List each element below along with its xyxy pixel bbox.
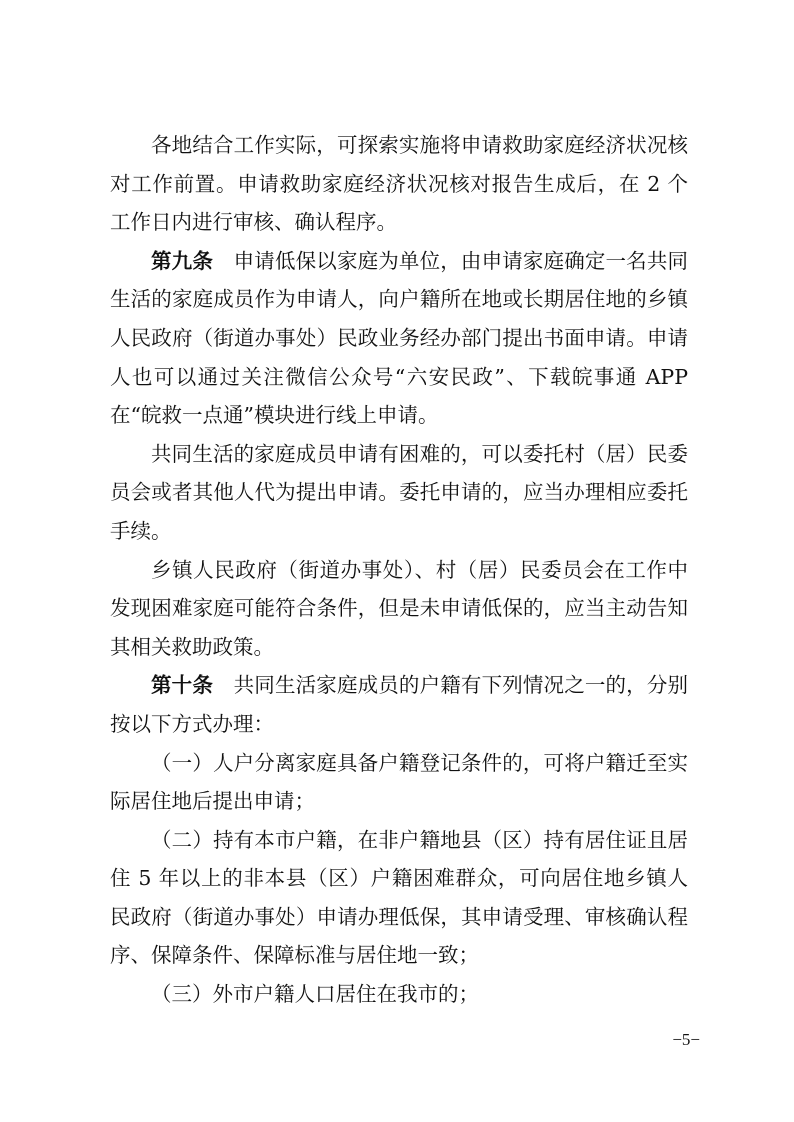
article-heading: 第十条 <box>151 673 213 698</box>
paragraph <box>110 435 688 551</box>
paragraph-text: （三）外市户籍人口居住在我市的； <box>151 982 479 1007</box>
paragraph <box>110 551 688 667</box>
paragraph-text: （一）人户分离家庭具备户籍登记条件的，可将户籍迁至实际居住地后提出申请； <box>110 750 688 814</box>
paragraph <box>110 126 688 242</box>
paragraph-text: 申请低保以家庭为单位，由申请家庭确定一名共同生活的家庭成员作为申请人，向户籍所在地或长期居住地的乡镇人民政府（街道办事处）民政业务经办部门提出书面申请。申请人也可以通过关注微信公众号“六安民政”、下载皖事通 APP 在“皖救一点通”模块进行线上申请。 <box>110 248 689 428</box>
paragraph-text: 乡镇人民政府（街道办事处）、村（居）民委员会在工作中发现困难家庭可能符合条件，但是未申请低保的，应当主动告知其相关救助政策。 <box>110 557 688 659</box>
paragraph-text: 各地结合工作实际，可探索实施将申请救助家庭经济状况核对工作前置。申请救助家庭经济状况核对报告生成后，在 2 个工作日内进行审核、确认程序。 <box>110 133 688 235</box>
paragraph <box>110 666 688 743</box>
paragraph <box>110 744 688 821</box>
body-text <box>110 126 688 1014</box>
paragraph <box>110 242 688 435</box>
paragraph <box>110 821 688 975</box>
page-number: −5− <box>672 1030 700 1049</box>
paragraph-text: 共同生活家庭成员的户籍有下列情况之一的，分别按以下方式办理： <box>110 673 689 736</box>
paragraph-text: 共同生活的家庭成员申请有困难的，可以委托村（居）民委员会或者其他人代为提出申请。委托申请的，应当办理相应委托手续。 <box>110 441 688 543</box>
article-heading: 第九条 <box>151 248 213 273</box>
paragraph <box>110 975 688 1014</box>
paragraph-text: （二）持有本市户籍，在非户籍地县（区）持有居住证且居住 5 年以上的非本县（区）户籍困难群众，可向居住地乡镇人民政府（街道办事处）申请办理低保，其申请受理、审核确认程序、保障条件、保障标准与居住地一致； <box>110 827 688 968</box>
